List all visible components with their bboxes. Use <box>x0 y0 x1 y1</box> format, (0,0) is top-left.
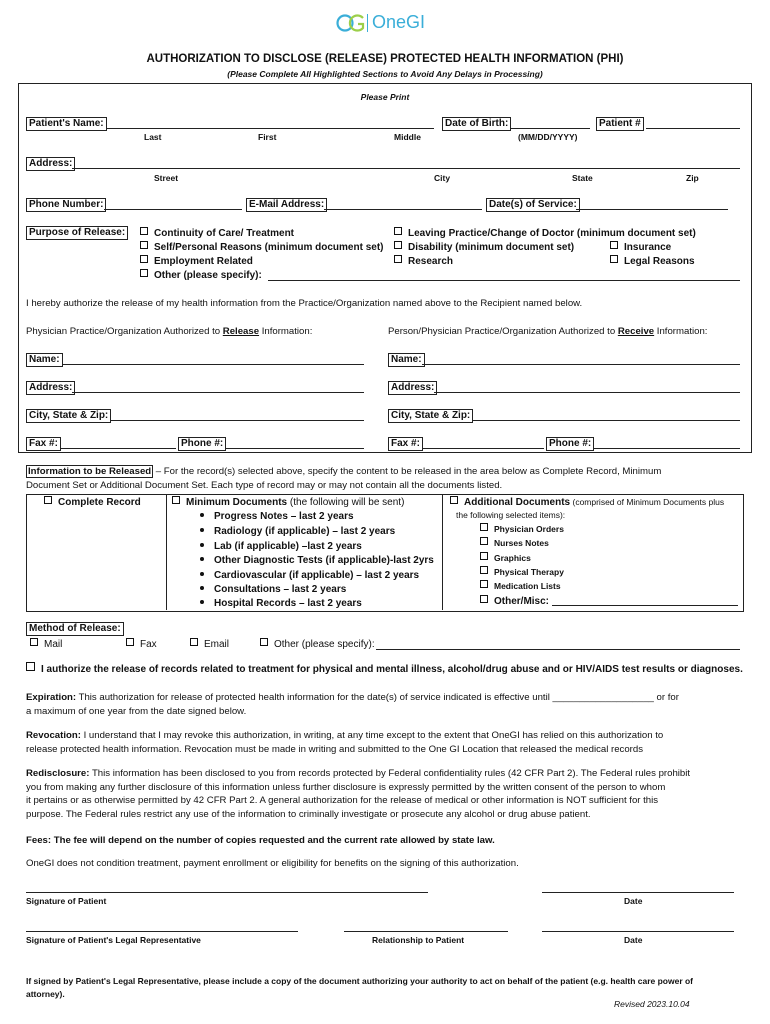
middle-caption: Middle <box>394 132 421 142</box>
condition-text: OneGI does not condition treatment, payment enrollment or eligibility for benefits on the signing of this authorization. <box>26 858 519 869</box>
release-fax-field[interactable] <box>60 448 176 449</box>
additional-item-checkbox[interactable]: Nurses Notes <box>480 537 549 548</box>
purpose-option-insurance[interactable]: Insurance <box>610 241 671 253</box>
address-label: Address: <box>26 157 75 171</box>
signature-rep-caption: Signature of Patient's Legal Representative <box>26 935 201 945</box>
patient-name-label: Patient's Name: <box>26 117 107 131</box>
purpose-option-self[interactable]: Self/Personal Reasons (minimum document set) <box>140 241 384 253</box>
minimum-item: Other Diagnostic Tests (if applicable)-last 2yrs <box>200 555 434 566</box>
form-subtitle: (Please Complete All Highlighted Sections to Avoid Any Delays in Processing) <box>227 69 543 79</box>
additional-item-checkbox[interactable]: Physician Orders <box>480 523 564 534</box>
release-name-field[interactable] <box>62 364 364 365</box>
purpose-option-employment[interactable]: Employment Related <box>140 255 253 267</box>
zip-caption: Zip <box>686 173 699 183</box>
last-caption: Last <box>144 132 162 142</box>
info-release-intro: Information to be Released – For the record(s) selected above, specify the content to be released in the area below as Complete Record, Minimum <box>28 466 662 477</box>
signature-patient-field[interactable] <box>26 892 428 893</box>
state-caption: State <box>572 173 593 183</box>
method-label: Method of Release: <box>26 622 124 636</box>
consent-checkbox[interactable]: I authorize the release of records related to treatment for physical and mental illness, alcohol/drug abuse and or HIV/AIDS test results or diagnoses. <box>26 662 743 675</box>
receive-heading: Person/Physician Practice/Organization Authorized to Receive Information: <box>388 326 708 337</box>
patient-section-box <box>18 83 752 453</box>
receive-name-field[interactable] <box>422 364 740 365</box>
date1-field[interactable] <box>542 892 734 893</box>
footer-note: If signed by Patient's Legal Representative, please include a copy of the document authorizing your authority to act on behalf of the patient (e.g. health care power of attorney). <box>26 976 694 999</box>
other-misc-checkbox[interactable]: Other/Misc: <box>480 595 549 607</box>
date2-field[interactable] <box>542 931 734 932</box>
method-email-checkbox[interactable]: Email <box>190 638 229 650</box>
minimum-item: Progress Notes – last 2 years <box>200 511 354 522</box>
authorize-statement: I hereby authorize the release of my health information from the Practice/Organization named above to the Recipient named below. <box>26 298 583 309</box>
receive-address-field[interactable] <box>434 392 740 393</box>
release-fax-label: Fax #: <box>26 437 61 451</box>
info-release-intro-2: Document Set or Additional Document Set. Each type of record may or may not contain all the documents listed. <box>26 480 503 491</box>
method-mail-checkbox[interactable]: Mail <box>30 638 62 650</box>
receive-fax-label: Fax #: <box>388 437 423 451</box>
minimum-item: Consultations – last 2 years <box>200 584 346 595</box>
purpose-option-other[interactable]: Other (please specify): <box>140 269 262 281</box>
additional-item-checkbox[interactable]: Medication Lists <box>480 580 561 591</box>
signature-rep-field[interactable] <box>26 931 298 932</box>
patient-number-label: Patient # <box>596 117 644 131</box>
method-other-checkbox[interactable]: Other (please specify): <box>260 638 375 650</box>
release-phone-field[interactable] <box>226 448 364 449</box>
expiration-text: Expiration: This authorization for release of protected health information for the date(s) of service indicated is effective until ___________________ or for a maximum of one year from the date signed below. <box>26 692 679 717</box>
other-misc-field[interactable] <box>552 605 738 606</box>
phone-label: Phone Number: <box>26 198 106 212</box>
relationship-field[interactable] <box>344 931 508 932</box>
address-field[interactable] <box>72 168 740 169</box>
revocation-text: Revocation: I understand that I may revoke this authorization, in writing, at any time except to the extent that OneGI has relied on this authorization to release protected health information. Revocation must be made in writing and submitted to the One GI Location that released the medical records <box>26 730 664 755</box>
first-caption: First <box>258 132 277 142</box>
method-other-field[interactable] <box>376 649 740 650</box>
release-address-field[interactable] <box>72 392 364 393</box>
date1-caption: Date <box>624 896 643 906</box>
records-table <box>26 494 744 612</box>
purpose-other-field[interactable] <box>268 280 740 281</box>
onegi-logo-icon <box>336 12 366 34</box>
complete-record-checkbox[interactable]: Complete Record <box>44 496 141 508</box>
redisclosure-text: Redisclosure: This information has been disclosed to you from records protected by Federal confidentiality rules (42 CFR Part 2). The Federal rules prohibit you from making any further disclosure of this information unless further disclosure is expressly permitted by the written consent of the person to whom it pertains or as otherwise permitted by 42 CFR Part 2. A general authorization for the release of medical or other information is NOT sufficient for this purpose. The Federal rules restrict any use of the information to criminally investigate or prosecute any alcohol or drug abuse patient. <box>26 768 691 820</box>
city-caption: City <box>434 173 451 183</box>
release-heading: Physician Practice/Organization Authorized to Release Information: <box>26 326 313 337</box>
additional-item-checkbox[interactable]: Graphics <box>480 552 531 563</box>
patient-number-field[interactable] <box>646 128 740 129</box>
signature-patient-caption: Signature of Patient <box>26 896 107 906</box>
minimum-item: Lab (if applicable) –last 2 years <box>200 541 362 552</box>
receive-phone-field[interactable] <box>594 448 740 449</box>
email-field[interactable] <box>324 209 482 210</box>
patient-name-field[interactable] <box>106 128 434 129</box>
minimum-item: Radiology (if applicable) – last 2 years <box>200 526 395 537</box>
dob-format-caption: (MM/DD/YYYY) <box>518 132 578 142</box>
email-label: E-Mail Address: <box>246 198 327 212</box>
form-title: AUTHORIZATION TO DISCLOSE (RELEASE) PROTECTED HEALTH INFORMATION (PHI) <box>146 53 624 65</box>
method-fax-checkbox[interactable]: Fax <box>126 638 157 650</box>
logo <box>336 12 446 36</box>
dates-of-service-field[interactable] <box>576 209 728 210</box>
purpose-label: Purpose of Release: <box>26 226 128 240</box>
revised-date: Revised 2023.10.04 <box>614 999 690 1009</box>
minimum-documents-checkbox[interactable]: Minimum Documents (the following will be sent) <box>172 496 404 508</box>
receive-csz-field[interactable] <box>472 420 740 421</box>
additional-documents-checkbox[interactable]: Additional Documents (comprised of Minimum Documents plus <box>450 496 724 508</box>
purpose-option-disability[interactable]: Disability (minimum document set) <box>394 241 574 253</box>
receive-name-label: Name: <box>388 353 425 367</box>
relationship-caption: Relationship to Patient <box>372 935 465 945</box>
receive-fax-field[interactable] <box>422 448 544 449</box>
minimum-item: Hospital Records – last 2 years <box>200 598 362 609</box>
release-phone-label: Phone #: <box>178 437 226 451</box>
purpose-option-legal[interactable]: Legal Reasons <box>610 255 695 267</box>
purpose-option-leaving[interactable]: Leaving Practice/Change of Doctor (minimum document set) <box>394 227 696 239</box>
street-caption: Street <box>154 173 179 183</box>
release-name-label: Name: <box>26 353 63 367</box>
release-address-label: Address: <box>26 381 75 395</box>
receive-csz-label: City, State & Zip: <box>388 409 473 423</box>
receive-phone-label: Phone #: <box>546 437 594 451</box>
dob-label: Date of Birth: <box>442 117 511 131</box>
phone-field[interactable] <box>104 209 242 210</box>
please-print: Please Print <box>360 92 410 102</box>
dob-field[interactable] <box>510 128 590 129</box>
logo-text: OneGI <box>372 12 426 32</box>
receive-address-label: Address: <box>388 381 437 395</box>
dates-of-service-label: Date(s) of Service: <box>486 198 580 212</box>
release-csz-label: City, State & Zip: <box>26 409 111 423</box>
release-csz-field[interactable] <box>110 420 364 421</box>
purpose-option-research[interactable]: Research <box>394 255 453 267</box>
minimum-item: Cardiovascular (if applicable) – last 2 years <box>200 570 419 581</box>
date2-caption: Date <box>624 935 643 945</box>
fees-text: Fees: The fee will depend on the number of copies requested and the current rate allowed by state law. <box>26 835 495 846</box>
purpose-option-continuity[interactable]: Continuity of Care/ Treatment <box>140 227 294 239</box>
additional-item-checkbox[interactable]: Physical Therapy <box>480 566 564 577</box>
additional-caption: the following selected items): <box>456 510 566 520</box>
